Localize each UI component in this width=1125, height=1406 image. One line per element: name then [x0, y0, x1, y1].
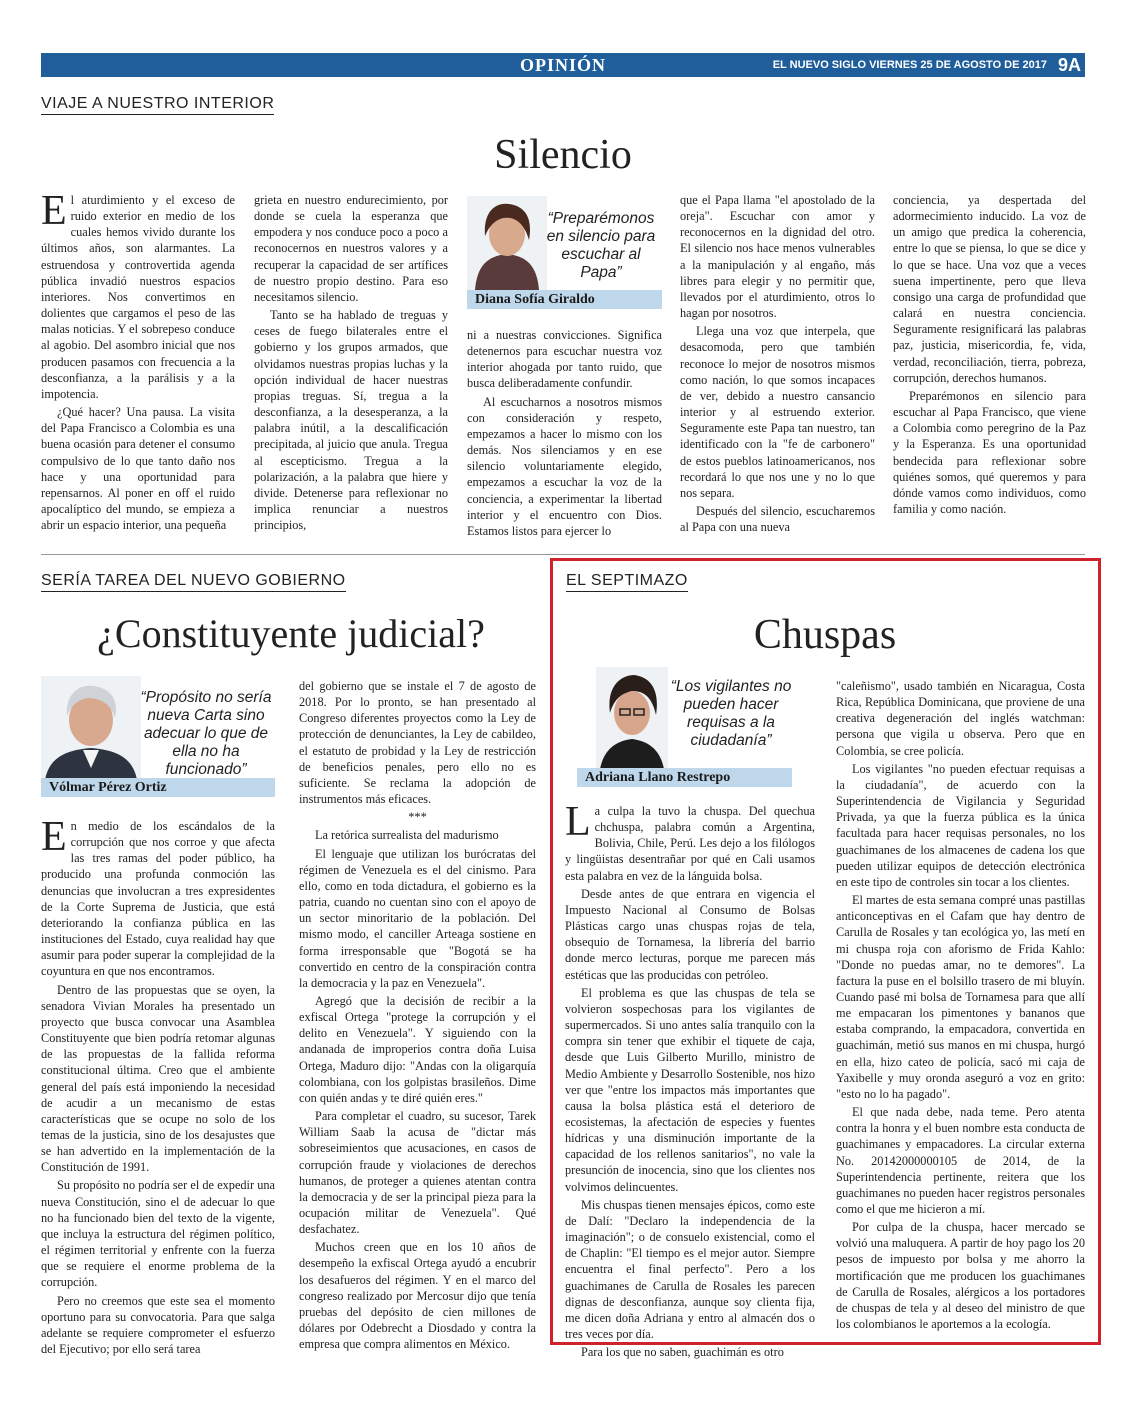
paragraph: El martes de esta semana compré unas pastillas anticonceptivas en el Cafam que hay dentro de Carulla de Rosales y tan ecológica yo, las metí en mi chuspa roja con aforismo de Frida Kahlo: "Donde no puedas amar, no te demores". La factura la puse en el bolsillo trasero de mi bluyín. Cuando pasé mi bolsa de Tornamesa para que allí me empacaran los pimentones y bananos que estaba comprando, la empacadora, convertida en guachimán, metió sus manos en mi chuspa, hurgó en ella, hizo cateo de policía, sacó mi caja de Yaxibelle y muy oronda aseguró a voz en grito: "esto no lo ha pagado".: [836, 893, 1085, 1101]
paragraph: del gobierno que se instale el 7 de agosto de 2018. Por lo pronto, se han presentado al Congreso diferentes proyectos como la Ley de protección de denunciantes, la Ley de cabildeo, el estatuto de probidad y la Ley de restricción de beneficios penales, pero ello no es suficiente. Se reclama la adopción de instrumentos más eficaces.: [299, 679, 536, 807]
paragraph: a culpa la tuvo la chuspa. Del quechua chchuspa, palabra común a Argentina, Bolivia, Chile, Perú. Les dejo a los filólogos y lingüistas desentrañar por qué en Cali usamos esta palabra en vez de la lánguida bolsa.: [565, 804, 815, 883]
drop-cap: E: [41, 188, 67, 234]
article-column: [41, 814, 275, 1356]
drop-cap: L: [565, 799, 591, 845]
paragraph: Por culpa de la chuspa, hacer mercado se volvió una maluquera. A partir de hoy pago los 20 pesos de impuesto por bolsa y me ahorro la mortificación que me producen los guachimanes de Carulla de Rosales, alérgicos a los portadores de chuspas de tela y al deseo del ministro de que los colombianos le aportemos a la ecología.: [836, 1220, 1085, 1332]
paragraph: Su propósito no podría ser el de expedir una nueva Constitución, sino el de adecuar lo que no ha funcionado bien del texto de la vigente, que incluya la estructura del régimen político, el régimen territorial y enfrente con la fuerza que se requiere el enorme problema de la corrupción.: [41, 1178, 275, 1290]
author-byline: Diana Sofía Giraldo: [467, 290, 662, 309]
author-photo: [41, 676, 141, 780]
pull-quote: “Preparémonos en silencio para escuchar al Papa”: [546, 210, 656, 281]
article-kicker: EL SEPTIMAZO: [566, 571, 688, 592]
paragraph: Para completar el cuadro, su sucesor, Tarek William Saab la acusa de "dictar más sobreseimientos que acusaciones, en casos de corrupción fraude y violaciones de derechos humanos, de proteger a quienes atentan contra la democracia y de ser la principal pieza para la ocupación militar de Venezuela". Qué desfachatez.: [299, 1109, 536, 1237]
article-column: [893, 192, 1086, 547]
paragraph: Agregó que la decisión de recibir a la exfiscal Ortega "protege la corrupción y el delito en Venezuela". Y siguiendo con la andanada de improperios contra doña Luisa Ortega, Maduro dijo: "Andas con la oligarquía colombiana, con los golpistas brasileños. Dime con quién andas y te diré quién eres.": [299, 993, 536, 1105]
section-name: OPINIÓN: [519, 55, 606, 75]
author-byline: Adriana Llano Restrepo: [577, 768, 792, 787]
paragraph: ¿Qué hacer? Una pausa. La visita del Papa Francisco a Colombia es una buena ocasión para detener el consumo compulsivo de lo que tanto daño nos hace y una oportunidad para repensarnos. Al poner en off el ruido apocalíptico del mundo, se empieza a abrir un espacio interior, una pequeña: [41, 405, 235, 533]
article-kicker: VIAJE A NUESTRO INTERIOR: [41, 94, 274, 115]
paragraph: Pero no creemos que este sea el momento oportuno para su convocatoria. Para que salga adelante se requiere comprometer el esfuerzo del Ejecutivo; por ello será tarea: [41, 1293, 275, 1356]
article-column: [680, 192, 875, 547]
paragraph: Muchos creen que en los 10 años de desempeño la exfiscal Ortega ayudó a encubrir los desafueros del régimen. Y en el marco del congreso realizado por Mercosur dijo que tenía pruebas del depósito de cien millones de dólares por Odebrecht a Diosdado y contra la empresa que compra alimentos en México.: [299, 1240, 536, 1352]
paragraph: Llega una voz que interpela, que desacomoda, pero que también reconoce lo mejor de nosotros mismos como nación, lo que somos incapaces de ver, debido a nuestro cansancio interior y al estruendo exterior. Seguramente este Papa tan nuestro, tan identificado con la "fe de carbonero" de estos pueblos latinoamericanos, nos recordará lo que nos une y no lo que nos separa.: [680, 324, 875, 500]
article-kicker: SERÍA TAREA DEL NUEVO GOBIERNO: [41, 571, 346, 592]
paragraph: Al escucharnos a nosotros mismos con consideración y respeto, empezamos a hacer lo mismo con los demás. Nos silenciamos y en ese silencio voluntariamente elegido, empezamos a escuchar la voz de la conciencia, a experimentar la libertad interior y el encuentro con Dios. Estamos listos para ejercer lo: [467, 394, 662, 538]
section-divider: [41, 554, 1085, 555]
article-headline: Chuspas: [753, 612, 897, 658]
paragraph: ni a nuestras convicciones. Significa detenernos para escuchar nuestra voz interior ahogada por tanto ruido, que busca deliberadamente confundir.: [467, 328, 662, 391]
paragraph: El problema es que las chuspas de tela se volvieron sospechosas para los vigilantes de supermercados. Si uno antes salía tranquilo con la compra sin tener que exhibir el tiquete de caja, desde que Luis Gilberto Murillo, ministro de Medio Ambiente y Desarrollo Sostenible, nos hizo ver que "entre los impactos más importantes que causa la bolsa plástica está el deterioro de ecosistemas, la afectación de especies y fuentes hídricas y una disminución importante de la capacidad de los rellenos sanitarios", no vale la presunción de inocencia, sino que los clientes nos volvimos delincuentes.: [565, 985, 815, 1194]
paragraph: El que nada debe, nada teme. Pero atenta contra la honra y el buen nombre esta conducta de guachimanes y empacadores. La circular externa No. 20142000000105 de 2014, de la Superintendencia pertinente, reitera que los guachimanes no pueden hacer registros personales como el que me hicieron a mí.: [836, 1105, 1085, 1216]
page-number: 9A: [1057, 55, 1081, 75]
section-header-bar: [41, 53, 1085, 77]
paragraph: conciencia, ya despertada del adormecimiento inducido. La voz de un amigo que predica la coherencia, entre lo que se piensa, lo que se dice y lo que se hace. Una voz que a veces suena impertinente, pero que lleva consigo una carga de profundidad que calará en nuestra conciencia. Seguramente resignificará las palabras paz, justicia, misericordia, fe, vida, verdad, reconciliación, tierra, pobreza, corrupción, derechos humanos.: [893, 193, 1086, 385]
paragraph: El lenguaje que utilizan los burócratas del régimen de Venezuela es el del cinismo. Para ello, como en toda dictadura, el gobierno es la patria, cuando no cuentan sino con el apoyo de un sector minoritario de la población. Del mismo modo, el canciller Arteaga sostiene en forma irresponsable que "Bogotá se ha convertido en centro de la conspiración contra la democracia y la paz en Venezuela".: [299, 846, 536, 990]
article-column: [836, 678, 1085, 1343]
author-byline: Vólmar Pérez Ortiz: [41, 778, 275, 797]
pull-quote: “Propósito no sería nueva Carta sino adecuar lo que de ella no ha funcionado”: [140, 689, 272, 778]
author-photo: [467, 196, 547, 290]
paragraph: Desde antes de que entrara en vigencia el Impuesto Nacional al Consumo de Bolsas Plásticas cargo unas chuspas rojas de tela, obsequio de Tornamesa, la librería del barrio donde merco lecturas, porque me parecen más estéticas que las producidas con petróleo.: [565, 886, 815, 982]
paragraph: Los vigilantes "no pueden efectuar requisas a la ciudadanía", de acuerdo con la Superintendencia de Vigilancia y Seguridad Privada, ya que la fuerza pública es la única facultada para hacer requisas personales, no los guachimanes de los almacenes de cadena los que pueden utilizar equipos de detección electrónica en este tipo de controles sin tocar a los clientes.: [836, 761, 1085, 889]
paragraph: Preparémonos en silencio para escuchar al Papa Francisco, que viene a Colombia como peregrino de la Paz y la Esperanza. Es una oportunidad bendecida para reflexionar sobre quiénes somos, qué queremos y para dónde vamos como individuos, como familia y como nación.: [893, 388, 1086, 516]
drop-cap: E: [41, 814, 67, 860]
paragraph: Después del silencio, escucharemos al Papa con una nueva: [680, 503, 875, 535]
article-column: [41, 188, 235, 547]
paragraph: "caleñismo", usado también en Nicaragua, Costa Rica, República Dominicana, que proviene de una creativa degeneración del inglés watchman: persona que vigila u observa. Pero que en Colombia, se cree policía.: [836, 679, 1085, 758]
article-column: [565, 799, 815, 1360]
article-column: [467, 327, 662, 547]
article-headline: Silencio: [494, 132, 632, 178]
subheading: La retórica surrealista del madurismo: [315, 828, 499, 843]
paragraph: Tanto se ha hablado de treguas y ceses de fuego bilaterales entre el gobierno y los grupos armados, que olvidamos nuestras propias luchas y la opción individual de hacer nuestras propias treguas. Sí, tregua a la desconfianza, a la desesperanza, a la palabra inútil, a la descalificación precipitada, al juicio que anula. Tregua al escepticismo. Tregua a la polarización, a la palabra que hiere y divide. Detenerse para reflexionar no implica renunciar a nuestros principios,: [254, 308, 448, 533]
paragraph: l aturdimiento y el exceso de ruido exterior en medio de los cuales hemos vivido durante los últimos años, son alarmantes. La estruendosa y controvertida agenda pública invadió nuestros espacios interiores. Nos convertimos en dolientes que cargamos el peso de las malas noticias. Y el sobrepeso conduce al agobio. Del asombro inicial que nos producen pasamos con frecuencia a la desconfianza, a la parálisis y a la impotencia.: [41, 193, 235, 401]
paragraph: Mis chuspas tienen mensajes épicos, como este de Dalí: "Declaro la independencia de la imaginación"; o de consuelo existencial, como el de Chaplin: "El tiempo es el mejor autor. Siempre encuentra el final perfecto". Pero a los guachimanes de Carulla de Rosales les parecen dignas de desconfianza, aunque soy clienta fija, me dicen doña Adriana y entro al almacén dos o tres veces por día.: [565, 1197, 815, 1341]
article-column: [254, 192, 448, 547]
paragraph: n medio de los escándalos de la corrupción que nos corroe y que afecta las tres ramas del poder público, ha producido una profunda conmoción las denuncias que involucran a tres expresidentes de la Corte Suprema de Justicia, que está deteriorando la confianza pública en las instituciones del Estado, cuya realidad hay que asumir para poder superar la complejidad de la coyuntura en que nos encontramos.: [41, 819, 275, 979]
separator: ***: [408, 810, 427, 825]
paragraph: grieta en nuestro endurecimiento, por donde se cuela la esperanza que empodera y nos conduce poco a poco a reconocernos en nuestros valores y a recuperar la capacidad de ser artífices de nuestro propio destino. Para eso necesitamos silencio.: [254, 193, 448, 304]
paragraph: Dentro de las propuestas que se oyen, la senadora Vivian Morales ha presentado un proyecto que busca convocar una Asamblea Constituyente que bien podría retomar algunas de las propuestas de la fallida reforma constitucional última. Creo que el ambiente general del país está imponiendo la necesidad de acudir a un mecanismo de estas características que se ocupe no solo de los temas de la justicia, sino de los desajustes que se han advertido en la implementación de la Constitución de 1991.: [41, 982, 275, 1175]
article-headline: ¿Constituyente judicial?: [97, 611, 485, 656]
pull-quote: “Los vigilantes no pueden hacer requisas a la ciudadanía”: [670, 678, 792, 749]
newspaper-date-line: EL NUEVO SIGLO VIERNES 25 DE AGOSTO DE 2017: [772, 59, 1047, 71]
paragraph: Para los que no saben, guachimán es otro: [581, 1345, 784, 1360]
author-photo: [596, 667, 668, 769]
article-column: [299, 678, 536, 1352]
paragraph: que el Papa llama "el apostolado de la oreja". Escuchar con amor y reconocernos en la dignidad del otro. El silencio nos hace menos vulnerables a la manipulación y al engaño, más libres para elegir y no permitir que, llevados por el aturdimiento, otros lo hagan por nosotros.: [680, 193, 875, 321]
